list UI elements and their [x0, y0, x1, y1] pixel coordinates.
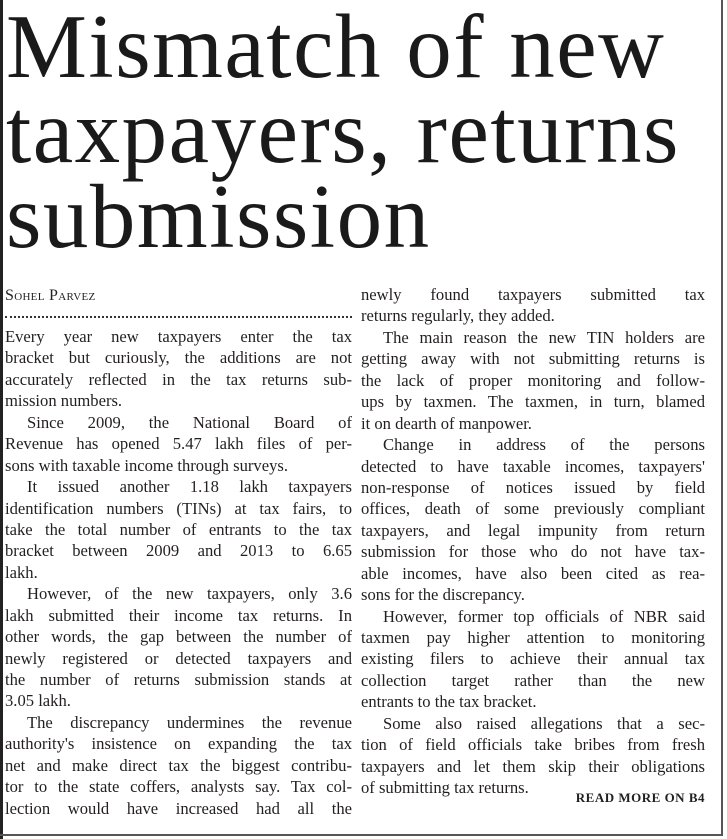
text-line: the number of returns submission stands at — [5, 670, 352, 689]
text-line: bracket between 2009 and 2013 to 6.65 — [5, 541, 352, 561]
text-line: ups by taxmen. The taxmen, in turn, blamed — [361, 392, 705, 412]
text-line: tor to the state coffers, analysts say. Tax col- — [5, 777, 352, 797]
clipping-border-right — [721, 0, 723, 835]
text-line: accurately reflected in the tax returns sub- — [5, 369, 352, 389]
text-line: mission numbers. — [5, 391, 123, 411]
article-paragraph — [5, 412, 352, 476]
headline-line: submission — [6, 166, 431, 267]
text-line: lakh. — [5, 562, 38, 582]
text-line: entrants to the tax bracket. — [361, 692, 537, 712]
text-line: Revenue has opened 5.47 lakh files of per- — [5, 434, 352, 454]
text-line: However, of the new taxpayers, only 3.6 — [27, 584, 352, 604]
article-column-1 — [5, 326, 352, 819]
text-line: However, former top officials of NBR said — [383, 606, 705, 626]
read-more-link[interactable]: READ MORE ON B4 — [575, 790, 705, 805]
text-line: identification numbers (TINs) at tax fairs, to — [5, 498, 352, 518]
text-line: getting away with not submitting returns is — [361, 349, 705, 369]
byline: Sohel Parvez — [5, 287, 96, 304]
text-line: newly found taxpayers submitted tax — [361, 285, 705, 304]
text-line: the lack of proper monitoring and follow- — [361, 370, 705, 390]
article-paragraph — [361, 284, 705, 327]
text-line: authority's insistence on expanding the tax — [5, 734, 352, 754]
text-line: sons with taxable income through surveys. — [5, 455, 288, 475]
text-line: offices, death of some previously compliant — [361, 499, 705, 519]
text-line: taxmen pay higher attention to monitoring — [361, 628, 705, 647]
article-paragraph — [5, 326, 352, 412]
article-paragraph — [361, 713, 705, 799]
text-line: lection would have increased had all the — [5, 798, 352, 818]
text-line: detected to have taxable incomes, taxpayers' — [361, 456, 705, 476]
clipping-border-left — [0, 0, 3, 839]
text-line: 3.05 lakh. — [5, 691, 71, 711]
text-line: Every year new taxpayers enter the tax — [5, 327, 352, 346]
article-paragraph — [5, 712, 352, 819]
text-line: take the total number of entrants to the tax — [5, 519, 352, 539]
text-line: existing filers to achieve their annual tax — [361, 649, 705, 669]
text-line: The main reason the new TIN holders are — [383, 327, 705, 347]
headline — [6, 0, 721, 267]
article-paragraph — [5, 476, 352, 583]
text-line: newly registered or detected taxpayers and — [5, 648, 352, 668]
headline-line: taxpayers, returns — [6, 81, 680, 182]
article-paragraph — [5, 583, 352, 712]
headline-line: Mismatch of new — [6, 0, 666, 97]
article-paragraph — [361, 434, 705, 606]
text-line: of submitting tax returns. — [361, 778, 529, 798]
text-line: Change in address of the persons — [383, 435, 705, 455]
dotted-divider — [5, 316, 352, 318]
text-line: Since 2009, the National Board of — [27, 412, 352, 432]
text-line: able incomes, have also been cited as rea- — [361, 563, 705, 583]
article-paragraph — [361, 327, 705, 434]
text-line: it on dearth of manpower. — [361, 413, 532, 433]
text-line: sons for the discrepancy. — [361, 585, 525, 605]
text-line: tion of field officials take bribes from fresh — [361, 735, 705, 755]
text-line: lakh submitted their income tax returns. In — [5, 605, 352, 625]
text-line: returns regularly, they added. — [361, 306, 555, 326]
article-paragraph — [361, 606, 705, 713]
text-line: other words, the gap between the number of — [5, 627, 352, 647]
clipping-border-bottom — [0, 834, 723, 836]
text-line: taxpayers, and legal impunity from return — [361, 520, 705, 540]
article-column-2 — [361, 284, 705, 799]
text-line: collection target rather than the new — [361, 670, 705, 690]
text-line: taxpayers and let them skip their obligations — [361, 756, 705, 776]
text-line: bracket but curiously, the additions are not — [5, 348, 352, 368]
text-line: submission for those who do not have tax- — [361, 542, 705, 562]
text-line: The discrepancy undermines the revenue — [27, 712, 352, 732]
text-line: Some also raised allegations that a sec- — [383, 713, 705, 733]
text-line: It issued another 1.18 lakh taxpayers — [27, 477, 352, 497]
text-line: non-response of notices issued by field — [361, 477, 705, 497]
text-line: net and make direct tax the biggest contribu- — [5, 755, 352, 775]
